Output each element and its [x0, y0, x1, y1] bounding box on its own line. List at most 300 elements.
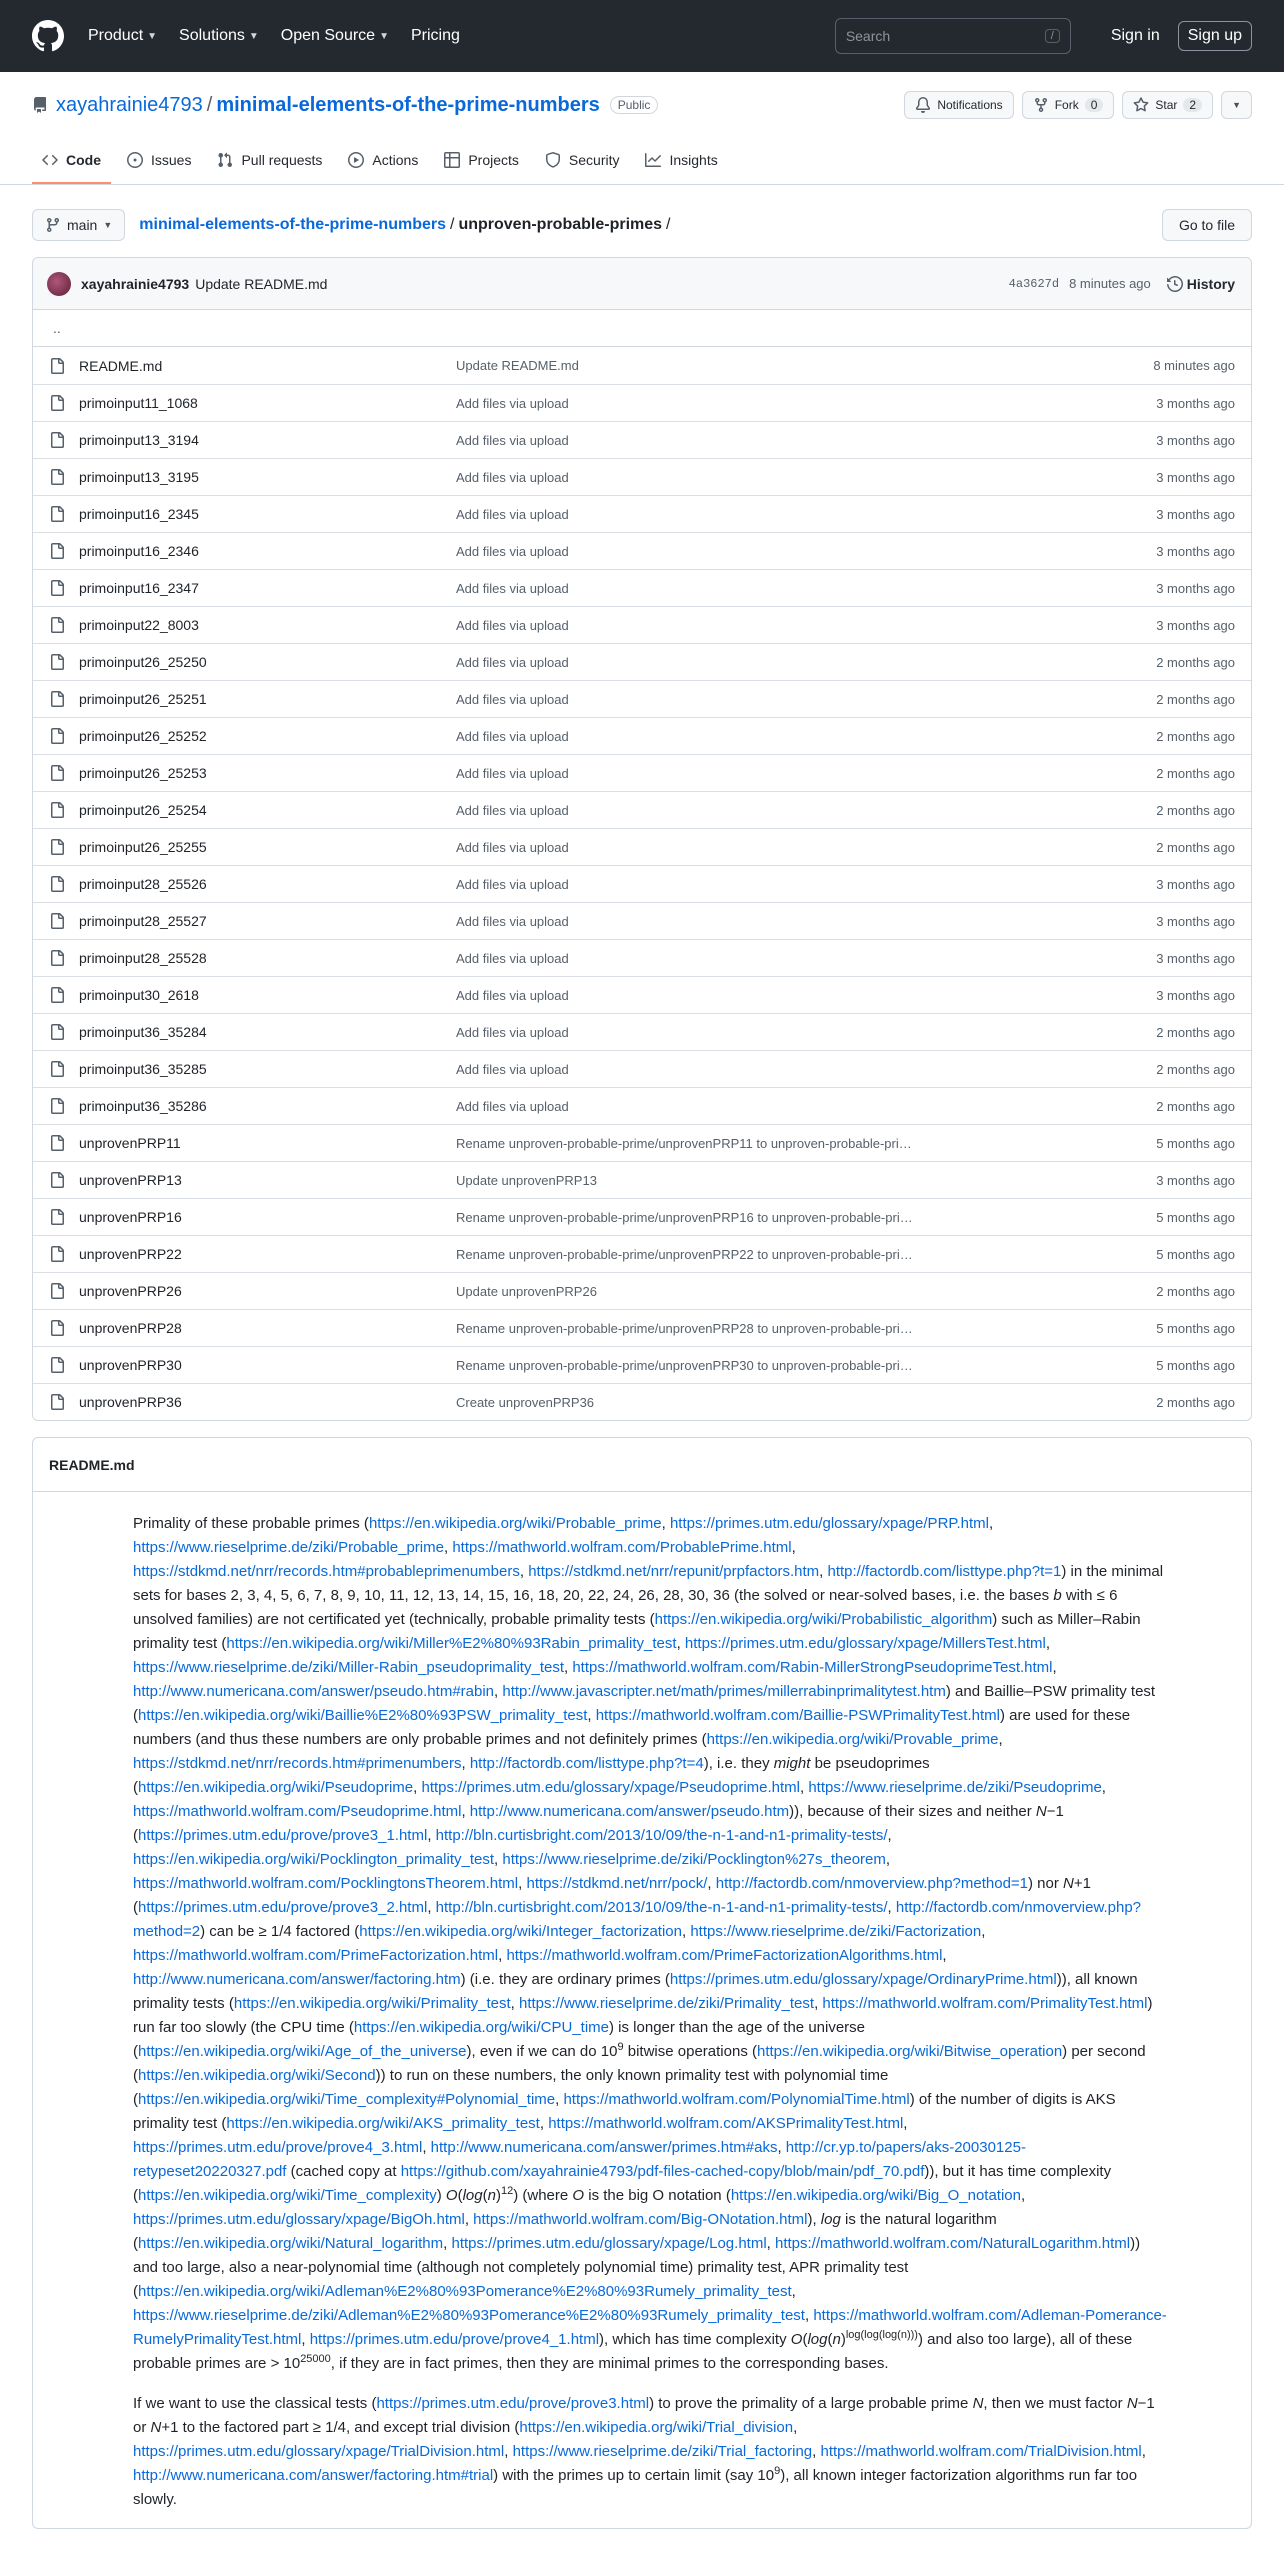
visibility-badge: Public [610, 96, 659, 114]
readme-text: )), but it has time complexity ( [133, 2163, 1112, 2204]
readme-link[interactable]: https://primes.utm.edu/glossary/xpage/MillersTest.html [684, 1635, 1046, 1652]
readme-link[interactable]: https://primes.utm.edu/prove/prove3.html [376, 2395, 650, 2412]
branch-icon [45, 217, 61, 233]
file-name-link[interactable]: primoinput26_25252 [79, 728, 207, 744]
file-commit-message-link[interactable]: Rename unproven-probable-prime/unprovenPRP11 to unproven-probable-pri… [456, 1135, 912, 1151]
readme-link[interactable]: https://mathworld.wolfram.com/Rabin-MillerStrongPseudoprimeTest.html [572, 1659, 1053, 1676]
readme-link[interactable]: https://mathworld.wolfram.com/Adleman-Pomerance-RumelyPrimalityTest.html [133, 2307, 1167, 2348]
readme-link[interactable]: https://mathworld.wolfram.com/NaturalLogarithm.html [775, 2235, 1131, 2252]
tab-issues-label: Issues [151, 152, 192, 168]
readme-text: , [800, 1779, 809, 1796]
readme-text: , [461, 1755, 470, 1772]
main-content [0, 185, 1284, 2529]
file-commit-message-link[interactable]: Rename unproven-probable-prime/unprovenPRP30 to unproven-probable-pri… [456, 1357, 913, 1373]
file-commit-time: 3 months ago [1156, 506, 1235, 522]
branch-selector[interactable] [32, 209, 125, 241]
readme-link[interactable]: https://www.rieselprime.de/ziki/Adleman%E2%80%93Pomerance%E2%80%93Rumely_primality_test [133, 2307, 805, 2324]
table-row [33, 680, 1251, 717]
file-name-link[interactable]: primoinput28_25528 [79, 950, 207, 966]
table-row [33, 495, 1251, 532]
file-commit-time: 5 months ago [1156, 1246, 1235, 1262]
readme-text: , [427, 1827, 436, 1844]
readme-text: )), all known primality tests ( [133, 1971, 1138, 2012]
star-button[interactable] [1122, 91, 1213, 119]
readme-link[interactable]: https://stdkmd.net/nrr/repunit/prpfactors.htm [528, 1563, 820, 1580]
file-icon [49, 802, 65, 818]
file-commit-message-link[interactable]: Update unprovenPRP26 [456, 1283, 597, 1299]
tab-pull-requests-label: Pull requests [241, 152, 323, 168]
nav-solutions[interactable] [179, 27, 259, 45]
repo-icon [32, 97, 48, 113]
readme-link[interactable]: https://www.rieselprime.de/ziki/Trial_factoring [512, 2443, 813, 2460]
file-commit-time: 3 months ago [1156, 1172, 1235, 1188]
nav-pricing-label: Pricing [410, 27, 460, 44]
table-row [33, 939, 1251, 976]
readme-text: bitwise operations ( [623, 2043, 757, 2060]
readme-link[interactable]: https://en.wikipedia.org/wiki/Pseudoprime [138, 1779, 414, 1796]
readme-link[interactable]: https://www.rieselprime.de/ziki/Factorization [690, 1923, 982, 1940]
history-label: History [1186, 275, 1235, 292]
readme-link[interactable]: http://factordb.com/listtype.php?t=1 [827, 1563, 1062, 1580]
readme-italic: O [572, 2187, 585, 2204]
sign-in-link[interactable]: Sign in [1110, 27, 1160, 44]
file-commit-message-link[interactable]: Rename unproven-probable-prime/unprovenPRP28 to unproven-probable-pri… [456, 1320, 913, 1336]
readme-link[interactable]: https://primes.utm.edu/glossary/xpage/OrdinaryPrime.html [669, 1971, 1057, 1988]
file-name-link[interactable]: primoinput16_2345 [79, 506, 199, 522]
readme-link[interactable]: https://mathworld.wolfram.com/Baillie-PSWPrimalityTest.html [595, 1707, 1000, 1724]
tab-insights[interactable] [635, 138, 727, 184]
file-commit-message-link[interactable]: Add files via upload [456, 580, 569, 596]
file-name-link[interactable]: primoinput26_25250 [79, 654, 207, 670]
file-icon [49, 654, 65, 670]
file-name-link[interactable]: unprovenPRP30 [79, 1357, 182, 1373]
readme-link[interactable]: https://en.wikipedia.org/wiki/Trial_division [519, 2419, 794, 2436]
readme-link[interactable]: https://primes.utm.edu/glossary/xpage/TrialDivision.html [133, 2443, 505, 2460]
file-name-link[interactable]: primoinput26_25255 [79, 839, 207, 855]
file-commit-message-link[interactable]: Create unprovenPRP36 [456, 1394, 595, 1410]
readme-text: , [564, 1659, 573, 1676]
go-to-file-button[interactable]: Go to file [1162, 209, 1252, 241]
repo-name-link[interactable]: minimal-elements-of-the-prime-numbers [216, 93, 600, 116]
file-name-link[interactable]: primoinput11_1068 [79, 395, 198, 411]
readme-text: , [1101, 1779, 1106, 1796]
readme-link[interactable]: https://en.wikipedia.org/wiki/Bitwise_operation [757, 2043, 1063, 2060]
readme-text: ), which has time complexity [599, 2331, 791, 2348]
file-name-link[interactable]: primoinput13_3194 [79, 432, 199, 448]
search-shortcut-key: / [1045, 29, 1060, 43]
star-list-dropdown[interactable] [1221, 91, 1252, 119]
readme-text: , [301, 2331, 310, 2348]
readme-link[interactable]: https://mathworld.wolfram.com/PolynomialTime.html [563, 2091, 910, 2108]
breadcrumb-separator: / [666, 216, 671, 233]
table-row [33, 643, 1251, 680]
file-commit-message-link[interactable]: Add files via upload [456, 950, 569, 966]
table-row [33, 1013, 1251, 1050]
readme-text: −1 ( [133, 1803, 1064, 1844]
readme-link[interactable]: https://en.wikipedia.org/wiki/Age_of_the_universe [138, 2043, 467, 2060]
readme-superscript: 12 [500, 2185, 514, 2197]
file-icon [49, 765, 65, 781]
readme-text: ) and Baillie–PSW primality test ( [133, 1683, 1156, 1724]
table-row [33, 1272, 1251, 1309]
readme-text: +1 to the factored part ≥ 1/4, and except trial division ( [161, 2419, 520, 2436]
readme-body [33, 1492, 1251, 2512]
file-icon [49, 358, 65, 374]
file-browser [32, 257, 1252, 1421]
readme-text: , [988, 1515, 994, 1532]
file-name-link[interactable]: unprovenPRP13 [79, 1172, 182, 1188]
readme-link[interactable]: http://www.numericana.com/answer/pseudo.htm [469, 1803, 790, 1820]
readme-text: , [676, 1635, 685, 1652]
file-commit-message-link[interactable]: Add files via upload [456, 765, 569, 781]
file-commit-message-link[interactable]: Add files via upload [456, 913, 569, 929]
table-row [33, 1050, 1251, 1087]
file-commit-message-link[interactable]: Add files via upload [456, 987, 569, 1003]
fork-count: 0 [1085, 98, 1104, 112]
readme-link[interactable]: https://stdkmd.net/nrr/pock/ [526, 1875, 708, 1892]
readme-text: be pseudoprimes ( [133, 1755, 930, 1796]
file-name-link[interactable]: primoinput26_25253 [79, 765, 207, 781]
readme-link[interactable]: https://en.wikipedia.org/wiki/Miller%E2%80%93Rabin_primality_test [226, 1635, 677, 1652]
readme-link[interactable]: https://en.wikipedia.org/wiki/Probabilistic_algorithm [654, 1611, 993, 1628]
readme-link[interactable]: https://en.wikipedia.org/wiki/CPU_time [353, 2019, 610, 2036]
readme-superscript: 9 [617, 2041, 624, 2053]
commit-author-link[interactable]: xayahrainie4793 [81, 275, 190, 292]
readme-paragraph [133, 1512, 1167, 2376]
notifications-button[interactable] [904, 91, 1013, 119]
readme-italic: n [487, 2187, 496, 2204]
breadcrumb-separator: / [450, 216, 455, 233]
readme-text: ) can be ≥ 1/4 factored ( [200, 1923, 360, 1940]
file-commit-message-link[interactable]: Add files via upload [456, 543, 569, 559]
file-commit-message-link[interactable]: Update unprovenPRP13 [456, 1172, 597, 1188]
file-commit-message-link[interactable]: Add files via upload [456, 654, 569, 670]
readme-text: ) of the number of digits is AKS primality test ( [133, 2091, 1116, 2132]
table-row [33, 347, 1251, 384]
readme-link[interactable]: https://www.rieselprime.de/ziki/Pocklington%27s_theorem [502, 1851, 886, 1868]
readme-italic: N [1063, 1875, 1074, 1892]
parent-directory-link[interactable]: .. [33, 310, 1251, 347]
readme-text: (cached copy at [286, 2163, 401, 2180]
file-name-link[interactable]: primoinput36_35286 [79, 1098, 207, 1114]
readme-text: , [887, 1827, 892, 1844]
table-row [33, 569, 1251, 606]
readme-link[interactable]: https://primes.utm.edu/glossary/xpage/Pseudoprime.html [421, 1779, 800, 1796]
readme-text: , [464, 2211, 474, 2228]
file-commit-message-link[interactable]: Add files via upload [456, 728, 569, 744]
chevron-down-icon: ▼ [379, 30, 389, 42]
file-icon [49, 913, 65, 929]
readme-link[interactable]: https://en.wikipedia.org/wiki/Second [138, 2067, 376, 2084]
readme-link[interactable]: https://en.wikipedia.org/wiki/Pocklington_primality_test [133, 1851, 495, 1868]
readme-link[interactable]: https://mathworld.wolfram.com/Big-ONotation.html [473, 2211, 808, 2228]
readme-link[interactable]: https://en.wikipedia.org/wiki/Time_complexity#Polynomial_time [138, 2091, 556, 2108]
readme-link[interactable]: https://primes.utm.edu/glossary/xpage/BigOh.html [133, 2211, 465, 2228]
file-commit-message-link[interactable]: Add files via upload [456, 617, 569, 633]
readme-link[interactable]: http://factordb.com/listtype.php?t=4 [469, 1755, 704, 1772]
readme-text: , [1020, 2187, 1026, 2204]
readme-text: Primality of these probable primes ( [133, 1515, 369, 1532]
file-commit-message-link[interactable]: Add files via upload [456, 1098, 569, 1114]
table-row [33, 1124, 1251, 1161]
history-link[interactable] [1167, 276, 1235, 292]
table-row [33, 1383, 1251, 1420]
readme-text: ), i.e. they [703, 1755, 774, 1772]
nav-product[interactable] [88, 27, 157, 45]
readme-link[interactable]: http://factordb.com/nmoverview.php?method=1 [715, 1875, 1029, 1892]
file-icon [49, 1172, 65, 1188]
readme-link[interactable]: https://en.wikipedia.org/wiki/Baillie%E2%80%93PSW_primality_test [138, 1707, 588, 1724]
file-name-link[interactable]: unprovenPRP11 [79, 1135, 181, 1151]
file-commit-time: 5 months ago [1156, 1320, 1235, 1336]
readme-link[interactable]: https://mathworld.wolfram.com/PrimalityTest.html [822, 1995, 1148, 2012]
readme-link[interactable]: http://www.numericana.com/answer/primes.htm#aks [430, 2139, 778, 2156]
file-icon [49, 1135, 65, 1151]
file-commit-time: 2 months ago [1156, 1024, 1235, 1040]
readme-link[interactable]: https://primes.utm.edu/glossary/xpage/PRP.html [669, 1515, 989, 1532]
chevron-down-icon: ▼ [248, 30, 259, 42]
file-list [33, 347, 1251, 1420]
file-name-link[interactable]: unprovenPRP28 [79, 1320, 182, 1336]
search-input[interactable] [835, 18, 1071, 54]
readme-link[interactable]: https://mathworld.wolfram.com/Pseudoprime.html [133, 1803, 462, 1820]
readme-link[interactable]: https://en.wikipedia.org/wiki/Probable_prime [368, 1515, 662, 1532]
file-commit-message-link[interactable]: Add files via upload [456, 1024, 569, 1040]
latest-commit-bar [33, 258, 1251, 310]
repo-owner-link[interactable]: xayahrainie4793 [56, 93, 203, 116]
readme-link[interactable]: https://primes.utm.edu/prove/prove3_1.html [138, 1827, 428, 1844]
tab-actions[interactable] [338, 138, 428, 184]
readme-link[interactable]: https://mathworld.wolfram.com/PrimeFactorizationAlgorithms.html [506, 1947, 943, 1964]
file-commit-time: 3 months ago [1156, 913, 1235, 929]
avatar[interactable] [47, 272, 71, 296]
chevron-down-icon: ▼ [1232, 100, 1241, 110]
sign-up-button[interactable]: Sign up [1178, 21, 1252, 51]
readme-link[interactable]: https://stdkmd.net/nrr/records.htm#probableprimenumbers [133, 1563, 520, 1580]
readme-link[interactable]: https://en.wikipedia.org/wiki/Integer_factorization [359, 1923, 682, 1940]
readme-superscript: log(log(log(n))) [845, 2329, 918, 2341]
file-name-link[interactable]: unprovenPRP36 [79, 1394, 182, 1410]
breadcrumb [139, 216, 670, 234]
readme-link[interactable]: https://www.rieselprime.de/ziki/Probable_prime [133, 1539, 444, 1556]
file-commit-message-link[interactable]: Add files via upload [456, 432, 569, 448]
readme-link[interactable]: http://factordb.com/nmoverview.php?method=2 [133, 1899, 1142, 1940]
star-icon [1133, 97, 1149, 113]
global-header [0, 0, 1284, 72]
readme-italic: N [150, 2419, 162, 2436]
readme-text: ) are used for these numbers (and thus these numbers are only probable primes and not definitely primes ( [133, 1707, 1131, 1748]
nav-open-source[interactable] [281, 27, 389, 45]
readme-text: ( [827, 2331, 833, 2348]
file-name-link[interactable]: unprovenPRP22 [79, 1246, 182, 1262]
readme-text: , [887, 1899, 896, 1916]
file-commit-message-link[interactable]: Add files via upload [456, 839, 569, 855]
file-name-link[interactable]: README.md [79, 357, 163, 374]
file-commit-time: 3 months ago [1156, 987, 1235, 1003]
file-icon [49, 1209, 65, 1225]
readme-link[interactable]: https://en.wikipedia.org/wiki/Primality_test [233, 1995, 511, 2012]
file-name-link[interactable]: primoinput26_25254 [79, 802, 207, 818]
nav-product-label: Product [88, 27, 144, 44]
readme-italic: N [1035, 1803, 1047, 1820]
table-row [33, 458, 1251, 495]
readme-text: , [791, 2283, 796, 2300]
file-icon [49, 728, 65, 744]
readme-link[interactable]: https://primes.utm.edu/prove/prove4_1.html [309, 2331, 600, 2348]
file-commit-time: 3 months ago [1156, 950, 1235, 966]
readme-text: , [518, 1875, 527, 1892]
readme-text: , [461, 1803, 470, 1820]
file-icon [49, 691, 65, 707]
file-commit-message-link[interactable]: Update README.md [456, 358, 579, 373]
readme-link[interactable]: https://mathworld.wolfram.com/PocklingtonsTheorem.html [133, 1875, 519, 1892]
readme-text: , [413, 1779, 422, 1796]
readme-text: , [555, 2091, 564, 2108]
nav-open-source-label: Open Source [280, 27, 376, 44]
readme-text: , [494, 1683, 503, 1700]
tab-projects-label: Projects [468, 152, 519, 168]
readme-link[interactable]: https://www.rieselprime.de/ziki/Miller-Rabin_pseudoprimality_test [133, 1659, 564, 1676]
file-name-link[interactable]: unprovenPRP26 [79, 1283, 182, 1299]
file-icon [49, 543, 65, 559]
readme-link[interactable]: http://www.javascripter.net/math/primes/millerrabinprimalitytest.htm [502, 1683, 946, 1700]
file-name-link[interactable]: primoinput28_25527 [79, 913, 207, 929]
commit-meta [1009, 276, 1235, 292]
readme-link[interactable]: https://primes.utm.edu/prove/prove3_2.html [138, 1899, 428, 1916]
readme-text: ) in the minimal sets for bases 2, 3, 4, 5, 6, 7, 8, 9, 10, 11, 12, 13, 14, 15, 16, 18, 20, 22, 24, 26, 28, 30, 36 (the solved or near-solved bases, i.e. the bases [133, 1563, 1164, 1604]
readme-link[interactable]: https://en.wikipedia.org/wiki/AKS_primality_test [226, 2115, 540, 2132]
readme-link[interactable]: https://en.wikipedia.org/wiki/Adleman%E2%80%93Pomerance%E2%80%93Rumely_primality_test [138, 2283, 792, 2300]
chevron-down-icon: ▼ [147, 30, 158, 42]
table-row [33, 532, 1251, 569]
readme-link[interactable]: http://www.numericana.com/answer/factoring.htm [133, 1971, 461, 1988]
file-name-link[interactable]: primoinput22_8003 [79, 617, 199, 633]
readme-text: , [422, 2139, 431, 2156]
file-commit-message-link[interactable]: Add files via upload [456, 802, 569, 818]
readme-link[interactable]: http://www.numericana.com/answer/factoring.htm#trial [133, 2467, 494, 2484]
readme-link[interactable]: https://mathworld.wolfram.com/PrimeFactorization.html [133, 1947, 499, 1964]
branch-name: main [67, 217, 98, 233]
fork-button[interactable] [1022, 91, 1115, 119]
readme-text: ( [457, 2187, 463, 2204]
tab-security[interactable] [535, 138, 630, 184]
readme-text: , [681, 1923, 691, 1940]
tab-actions-label: Actions [372, 152, 419, 168]
star-label: Star [1155, 98, 1178, 112]
table-row [33, 754, 1251, 791]
file-commit-message-link[interactable]: Add files via upload [456, 691, 569, 707]
table-row [33, 976, 1251, 1013]
file-commit-message-link[interactable]: Rename unproven-probable-prime/unprovenPRP22 to unproven-probable-pri… [456, 1246, 913, 1262]
file-name-link[interactable]: primoinput26_25251 [79, 691, 207, 707]
file-commit-time: 3 months ago [1156, 432, 1235, 448]
file-icon [49, 1061, 65, 1077]
file-name-link[interactable]: primoinput16_2347 [79, 580, 199, 596]
file-icon [49, 1283, 65, 1299]
tab-issues[interactable] [117, 138, 201, 184]
tab-insights-label: Insights [669, 152, 718, 168]
file-icon [49, 1357, 65, 1373]
file-icon [49, 469, 65, 485]
readme-link[interactable]: http://www.numericana.com/answer/pseudo.htm#rabin [133, 1683, 495, 1700]
readme-title: README.md [33, 1438, 1251, 1492]
readme-link[interactable]: https://stdkmd.net/nrr/records.htm#primenumbers [133, 1755, 462, 1772]
readme-paragraph [133, 2392, 1167, 2512]
readme-link[interactable]: https://mathworld.wolfram.com/TrialDivision.html [820, 2443, 1142, 2460]
readme-text: , [707, 1875, 716, 1892]
commit-sha-link[interactable]: 4a3627d [1008, 276, 1060, 291]
readme-text: , [510, 1995, 519, 2012]
readme-link[interactable]: http://cr.yp.to/papers/aks-20030125-retypeset20220327.pdf [133, 2139, 1026, 2180]
repo-tabs [32, 138, 1252, 184]
readme-link[interactable]: https://www.rieselprime.de/ziki/Pseudoprime [808, 1779, 1102, 1796]
history-icon [1167, 276, 1183, 292]
file-name-link[interactable]: primoinput16_2346 [79, 543, 199, 559]
readme-text: , [793, 2419, 798, 2436]
file-icon [49, 950, 65, 966]
file-commit-time: 5 months ago [1156, 1135, 1235, 1151]
table-row [33, 828, 1251, 865]
readme-link[interactable]: https://primes.utm.edu/glossary/xpage/Log.html [451, 2235, 767, 2252]
readme-text: , [443, 2235, 452, 2252]
tab-pull-requests[interactable] [207, 138, 332, 184]
table-row [33, 421, 1251, 458]
nav-pricing[interactable] [411, 27, 460, 45]
file-commit-time: 2 months ago [1156, 654, 1235, 670]
file-commit-message-link[interactable]: Add files via upload [456, 395, 569, 411]
shield-icon [545, 152, 561, 168]
file-commit-message-link[interactable]: Add files via upload [456, 876, 569, 892]
file-name-link[interactable]: primoinput13_3195 [79, 469, 199, 485]
readme-text: , [504, 2443, 513, 2460]
readme-text: ) [436, 2187, 446, 2204]
readme-text: is the natural logarithm ( [133, 2211, 997, 2252]
file-icon [49, 506, 65, 522]
readme-text: ), even if we can do 10 [466, 2043, 618, 2060]
file-name-link[interactable]: primoinput36_35285 [79, 1061, 207, 1077]
file-icon [49, 876, 65, 892]
tab-projects[interactable] [434, 138, 529, 184]
file-name-link[interactable]: unprovenPRP16 [79, 1209, 182, 1225]
readme-text: , [819, 1563, 828, 1580]
github-logo-icon[interactable] [32, 20, 64, 52]
table-row [33, 1346, 1251, 1383]
readme-link[interactable]: https://github.com/xayahrainie4793/pdf-files-cached-copy/blob/main/pdf_70.pdf [400, 2163, 925, 2180]
tab-code-label: Code [66, 152, 101, 168]
readme-link[interactable]: http://bln.curtisbright.com/2013/10/09/the-n-1-and-n1-primality-tests/ [435, 1827, 888, 1844]
readme-link[interactable]: https://mathworld.wolfram.com/AKSPrimalityTest.html [548, 2115, 904, 2132]
breadcrumb-repo-link[interactable]: minimal-elements-of-the-prime-numbers [139, 216, 446, 233]
file-commit-message-link[interactable]: Rename unproven-probable-prime/unprovenPRP16 to unproven-probable-pri… [456, 1209, 913, 1225]
readme-link[interactable]: https://mathworld.wolfram.com/ProbablePrime.html [452, 1539, 792, 1556]
readme-link[interactable]: https://en.wikipedia.org/wiki/Natural_logarithm [138, 2235, 444, 2252]
file-name-link[interactable]: primoinput30_2618 [79, 987, 199, 1003]
readme-link[interactable]: https://en.wikipedia.org/wiki/Big_O_notation [730, 2187, 1021, 2204]
readme-link[interactable]: https://www.rieselprime.de/ziki/Primality_test [518, 1995, 815, 2012]
file-commit-message-link[interactable]: Add files via upload [456, 1061, 569, 1077]
readme-link[interactable]: https://en.wikipedia.org/wiki/Provable_prime [706, 1731, 999, 1748]
commit-message-link[interactable]: Update README.md [195, 275, 328, 292]
file-commit-message-link[interactable]: Add files via upload [456, 506, 569, 522]
file-commit-message-link[interactable]: Add files via upload [456, 469, 569, 485]
tab-code[interactable] [32, 138, 111, 184]
readme-link[interactable]: https://en.wikipedia.org/wiki/Time_complexity [138, 2187, 437, 2204]
readme-link[interactable]: http://bln.curtisbright.com/2013/10/09/the-n-1-and-n1-primality-tests/ [435, 1899, 888, 1916]
readme-link[interactable]: https://primes.utm.edu/prove/prove4_3.html [133, 2139, 423, 2156]
readme-text: , [1141, 2443, 1146, 2460]
file-name-link[interactable]: primoinput28_25526 [79, 876, 207, 892]
file-name-link[interactable]: primoinput36_35284 [79, 1024, 207, 1040]
